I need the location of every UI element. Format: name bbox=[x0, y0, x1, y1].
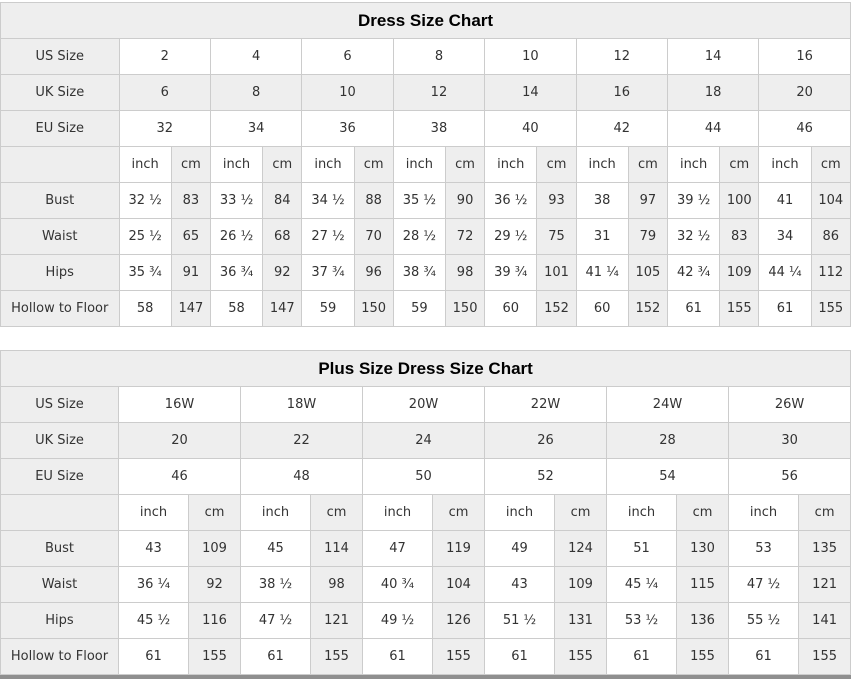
measurement-cell: 32 ½ bbox=[119, 183, 171, 219]
row-label: US Size bbox=[1, 39, 120, 75]
measurement-cell: 72 bbox=[445, 219, 484, 255]
eu-size-cell: 52 bbox=[485, 459, 607, 495]
measurement-cell: 45 ½ bbox=[119, 603, 189, 639]
us-size-row bbox=[1, 387, 851, 423]
measurement-cell: 60 bbox=[485, 291, 537, 327]
hollow-to-floor-row bbox=[1, 639, 851, 675]
row-label: Hollow to Floor bbox=[1, 639, 119, 675]
row-label: Waist bbox=[1, 567, 119, 603]
measurement-cell: 33 ½ bbox=[210, 183, 262, 219]
uk-size-cell: 14 bbox=[485, 75, 576, 111]
measurement-cell: 34 bbox=[759, 219, 811, 255]
measurement-cell: 155 bbox=[811, 291, 850, 327]
bust-row bbox=[1, 183, 851, 219]
unit-cm-cell: cm bbox=[677, 495, 729, 531]
measurement-cell: 61 bbox=[759, 291, 811, 327]
row-label: EU Size bbox=[1, 459, 119, 495]
measurement-cell: 61 bbox=[607, 639, 677, 675]
uk-size-cell: 18 bbox=[667, 75, 758, 111]
measurement-cell: 25 ½ bbox=[119, 219, 171, 255]
measurement-cell: 155 bbox=[311, 639, 363, 675]
unit-cm-cell: cm bbox=[433, 495, 485, 531]
unit-inch-cell: inch bbox=[607, 495, 677, 531]
measurement-cell: 37 ¾ bbox=[302, 255, 354, 291]
row-label: Hollow to Floor bbox=[1, 291, 120, 327]
measurement-cell: 100 bbox=[720, 183, 759, 219]
eu-size-cell: 46 bbox=[759, 111, 851, 147]
eu-size-cell: 46 bbox=[119, 459, 241, 495]
measurement-cell: 97 bbox=[628, 183, 667, 219]
unit-inch-cell: inch bbox=[485, 495, 555, 531]
uk-size-cell: 6 bbox=[119, 75, 210, 111]
measurement-cell: 43 bbox=[119, 531, 189, 567]
measurement-cell: 75 bbox=[537, 219, 576, 255]
measurement-cell: 86 bbox=[811, 219, 850, 255]
measurement-cell: 88 bbox=[354, 183, 393, 219]
eu-size-cell: 44 bbox=[667, 111, 758, 147]
measurement-cell: 147 bbox=[171, 291, 210, 327]
unit-inch-cell: inch bbox=[363, 495, 433, 531]
eu-size-cell: 48 bbox=[241, 459, 363, 495]
measurement-cell: 36 ¾ bbox=[210, 255, 262, 291]
measurement-cell: 53 bbox=[729, 531, 799, 567]
hips-row bbox=[1, 255, 851, 291]
us-size-cell: 12 bbox=[576, 39, 667, 75]
eu-size-cell: 50 bbox=[363, 459, 485, 495]
bust-row bbox=[1, 531, 851, 567]
uk-size-row bbox=[1, 423, 851, 459]
measurement-cell: 109 bbox=[555, 567, 607, 603]
unit-inch-cell: inch bbox=[393, 147, 445, 183]
measurement-cell: 41 ¼ bbox=[576, 255, 628, 291]
measurement-cell: 51 ½ bbox=[485, 603, 555, 639]
measurement-cell: 61 bbox=[485, 639, 555, 675]
row-label: Bust bbox=[1, 183, 120, 219]
measurement-cell: 61 bbox=[667, 291, 719, 327]
us-size-cell: 16 bbox=[759, 39, 851, 75]
eu-size-cell: 40 bbox=[485, 111, 576, 147]
uk-size-cell: 24 bbox=[363, 423, 485, 459]
unit-inch-cell: inch bbox=[576, 147, 628, 183]
measurement-cell: 42 ¾ bbox=[667, 255, 719, 291]
measurement-cell: 135 bbox=[799, 531, 851, 567]
measurement-cell: 152 bbox=[537, 291, 576, 327]
hollow-to-floor-row bbox=[1, 291, 851, 327]
measurement-cell: 44 ¼ bbox=[759, 255, 811, 291]
us-size-cell: 6 bbox=[302, 39, 393, 75]
us-size-cell: 14 bbox=[667, 39, 758, 75]
us-size-cell: 18W bbox=[241, 387, 363, 423]
measurement-cell: 155 bbox=[677, 639, 729, 675]
measurement-cell: 84 bbox=[263, 183, 302, 219]
uk-size-cell: 16 bbox=[576, 75, 667, 111]
measurement-cell: 155 bbox=[720, 291, 759, 327]
measurement-cell: 109 bbox=[720, 255, 759, 291]
measurement-cell: 83 bbox=[720, 219, 759, 255]
unit-inch-cell: inch bbox=[210, 147, 262, 183]
measurement-cell: 39 ½ bbox=[667, 183, 719, 219]
measurement-cell: 43 bbox=[485, 567, 555, 603]
uk-size-cell: 10 bbox=[302, 75, 393, 111]
eu-size-cell: 32 bbox=[119, 111, 210, 147]
eu-size-row bbox=[1, 459, 851, 495]
us-size-cell: 16W bbox=[119, 387, 241, 423]
measurement-cell: 61 bbox=[241, 639, 311, 675]
us-size-cell: 22W bbox=[485, 387, 607, 423]
measurement-cell: 124 bbox=[555, 531, 607, 567]
measurement-cell: 92 bbox=[189, 567, 241, 603]
us-size-cell: 24W bbox=[607, 387, 729, 423]
uk-size-cell: 28 bbox=[607, 423, 729, 459]
measurement-cell: 147 bbox=[263, 291, 302, 327]
unit-inch-cell: inch bbox=[119, 147, 171, 183]
measurement-cell: 49 bbox=[485, 531, 555, 567]
measurement-cell: 68 bbox=[263, 219, 302, 255]
measurement-cell: 49 ½ bbox=[363, 603, 433, 639]
row-label: EU Size bbox=[1, 111, 120, 147]
measurement-cell: 109 bbox=[189, 531, 241, 567]
measurement-cell: 53 ½ bbox=[607, 603, 677, 639]
measurement-cell: 93 bbox=[537, 183, 576, 219]
measurement-cell: 105 bbox=[628, 255, 667, 291]
measurement-cell: 79 bbox=[628, 219, 667, 255]
uk-size-cell: 30 bbox=[729, 423, 851, 459]
measurement-cell: 36 ¼ bbox=[119, 567, 189, 603]
measurement-cell: 116 bbox=[189, 603, 241, 639]
unit-header-row bbox=[1, 147, 851, 183]
us-size-cell: 4 bbox=[210, 39, 301, 75]
uk-size-cell: 26 bbox=[485, 423, 607, 459]
table-gap bbox=[0, 327, 851, 350]
unit-cm-cell: cm bbox=[311, 495, 363, 531]
dress-size-chart-table bbox=[0, 2, 851, 327]
uk-size-cell: 12 bbox=[393, 75, 484, 111]
unit-cm-cell: cm bbox=[628, 147, 667, 183]
measurement-cell: 61 bbox=[119, 639, 189, 675]
eu-size-cell: 34 bbox=[210, 111, 301, 147]
chart-title-row bbox=[1, 351, 851, 387]
measurement-cell: 83 bbox=[171, 183, 210, 219]
eu-size-cell: 56 bbox=[729, 459, 851, 495]
measurement-cell: 155 bbox=[433, 639, 485, 675]
measurement-cell: 34 ½ bbox=[302, 183, 354, 219]
measurement-cell: 90 bbox=[445, 183, 484, 219]
measurement-cell: 136 bbox=[677, 603, 729, 639]
measurement-cell: 65 bbox=[171, 219, 210, 255]
measurement-cell: 59 bbox=[302, 291, 354, 327]
measurement-cell: 155 bbox=[555, 639, 607, 675]
measurement-cell: 35 ½ bbox=[393, 183, 445, 219]
unit-cm-cell: cm bbox=[263, 147, 302, 183]
eu-size-cell: 54 bbox=[607, 459, 729, 495]
unit-cm-cell: cm bbox=[811, 147, 850, 183]
measurement-cell: 70 bbox=[354, 219, 393, 255]
measurement-cell: 92 bbox=[263, 255, 302, 291]
hips-row bbox=[1, 603, 851, 639]
measurement-cell: 98 bbox=[445, 255, 484, 291]
measurement-cell: 101 bbox=[537, 255, 576, 291]
measurement-cell: 104 bbox=[433, 567, 485, 603]
row-label: Waist bbox=[1, 219, 120, 255]
measurement-cell: 152 bbox=[628, 291, 667, 327]
measurement-cell: 40 ¾ bbox=[363, 567, 433, 603]
unit-cm-cell: cm bbox=[720, 147, 759, 183]
row-label: Hips bbox=[1, 255, 120, 291]
measurement-cell: 61 bbox=[729, 639, 799, 675]
measurement-cell: 98 bbox=[311, 567, 363, 603]
uk-size-row bbox=[1, 75, 851, 111]
unit-inch-cell: inch bbox=[119, 495, 189, 531]
uk-size-cell: 22 bbox=[241, 423, 363, 459]
row-label: UK Size bbox=[1, 75, 120, 111]
measurement-cell: 45 bbox=[241, 531, 311, 567]
measurement-cell: 28 ½ bbox=[393, 219, 445, 255]
row-label: US Size bbox=[1, 387, 119, 423]
us-size-cell: 2 bbox=[119, 39, 210, 75]
unit-row-label-cell bbox=[1, 495, 119, 531]
unit-cm-cell: cm bbox=[354, 147, 393, 183]
unit-inch-cell: inch bbox=[729, 495, 799, 531]
us-size-cell: 20W bbox=[363, 387, 485, 423]
measurement-cell: 112 bbox=[811, 255, 850, 291]
measurement-cell: 38 ¾ bbox=[393, 255, 445, 291]
us-size-cell: 10 bbox=[485, 39, 576, 75]
unit-cm-cell: cm bbox=[171, 147, 210, 183]
row-label: Bust bbox=[1, 531, 119, 567]
bottom-edge-strip bbox=[0, 675, 851, 679]
measurement-cell: 104 bbox=[811, 183, 850, 219]
measurement-cell: 35 ¾ bbox=[119, 255, 171, 291]
unit-header-row bbox=[1, 495, 851, 531]
uk-size-cell: 20 bbox=[759, 75, 851, 111]
measurement-cell: 38 bbox=[576, 183, 628, 219]
measurement-cell: 39 ¾ bbox=[485, 255, 537, 291]
measurement-cell: 150 bbox=[354, 291, 393, 327]
chart-title: Dress Size Chart bbox=[1, 3, 851, 39]
measurement-cell: 119 bbox=[433, 531, 485, 567]
measurement-cell: 131 bbox=[555, 603, 607, 639]
measurement-cell: 31 bbox=[576, 219, 628, 255]
measurement-cell: 51 bbox=[607, 531, 677, 567]
measurement-cell: 130 bbox=[677, 531, 729, 567]
row-label: Hips bbox=[1, 603, 119, 639]
eu-size-cell: 42 bbox=[576, 111, 667, 147]
measurement-cell: 114 bbox=[311, 531, 363, 567]
eu-size-cell: 38 bbox=[393, 111, 484, 147]
measurement-cell: 155 bbox=[189, 639, 241, 675]
eu-size-row bbox=[1, 111, 851, 147]
unit-inch-cell: inch bbox=[302, 147, 354, 183]
measurement-cell: 38 ½ bbox=[241, 567, 311, 603]
measurement-cell: 58 bbox=[210, 291, 262, 327]
us-size-row bbox=[1, 39, 851, 75]
unit-inch-cell: inch bbox=[485, 147, 537, 183]
measurement-cell: 47 bbox=[363, 531, 433, 567]
measurement-cell: 55 ½ bbox=[729, 603, 799, 639]
measurement-cell: 150 bbox=[445, 291, 484, 327]
measurement-cell: 27 ½ bbox=[302, 219, 354, 255]
measurement-cell: 47 ½ bbox=[241, 603, 311, 639]
waist-row bbox=[1, 219, 851, 255]
measurement-cell: 155 bbox=[799, 639, 851, 675]
plus-size-dress-size-chart-table bbox=[0, 350, 851, 675]
unit-cm-cell: cm bbox=[555, 495, 607, 531]
unit-inch-cell: inch bbox=[667, 147, 719, 183]
measurement-cell: 121 bbox=[799, 567, 851, 603]
measurement-cell: 115 bbox=[677, 567, 729, 603]
waist-row bbox=[1, 567, 851, 603]
measurement-cell: 91 bbox=[171, 255, 210, 291]
unit-cm-cell: cm bbox=[799, 495, 851, 531]
measurement-cell: 61 bbox=[363, 639, 433, 675]
uk-size-cell: 8 bbox=[210, 75, 301, 111]
measurement-cell: 141 bbox=[799, 603, 851, 639]
unit-cm-cell: cm bbox=[189, 495, 241, 531]
eu-size-cell: 36 bbox=[302, 111, 393, 147]
chart-title: Plus Size Dress Size Chart bbox=[1, 351, 851, 387]
measurement-cell: 126 bbox=[433, 603, 485, 639]
measurement-cell: 47 ½ bbox=[729, 567, 799, 603]
measurement-cell: 121 bbox=[311, 603, 363, 639]
measurement-cell: 29 ½ bbox=[485, 219, 537, 255]
measurement-cell: 32 ½ bbox=[667, 219, 719, 255]
row-label: UK Size bbox=[1, 423, 119, 459]
measurement-cell: 41 bbox=[759, 183, 811, 219]
uk-size-cell: 20 bbox=[119, 423, 241, 459]
unit-inch-cell: inch bbox=[759, 147, 811, 183]
unit-cm-cell: cm bbox=[537, 147, 576, 183]
measurement-cell: 59 bbox=[393, 291, 445, 327]
unit-cm-cell: cm bbox=[445, 147, 484, 183]
chart-title-row bbox=[1, 3, 851, 39]
measurement-cell: 26 ½ bbox=[210, 219, 262, 255]
unit-inch-cell: inch bbox=[241, 495, 311, 531]
unit-row-label-cell bbox=[1, 147, 120, 183]
us-size-cell: 8 bbox=[393, 39, 484, 75]
measurement-cell: 45 ¼ bbox=[607, 567, 677, 603]
measurement-cell: 58 bbox=[119, 291, 171, 327]
measurement-cell: 60 bbox=[576, 291, 628, 327]
us-size-cell: 26W bbox=[729, 387, 851, 423]
measurement-cell: 36 ½ bbox=[485, 183, 537, 219]
measurement-cell: 96 bbox=[354, 255, 393, 291]
